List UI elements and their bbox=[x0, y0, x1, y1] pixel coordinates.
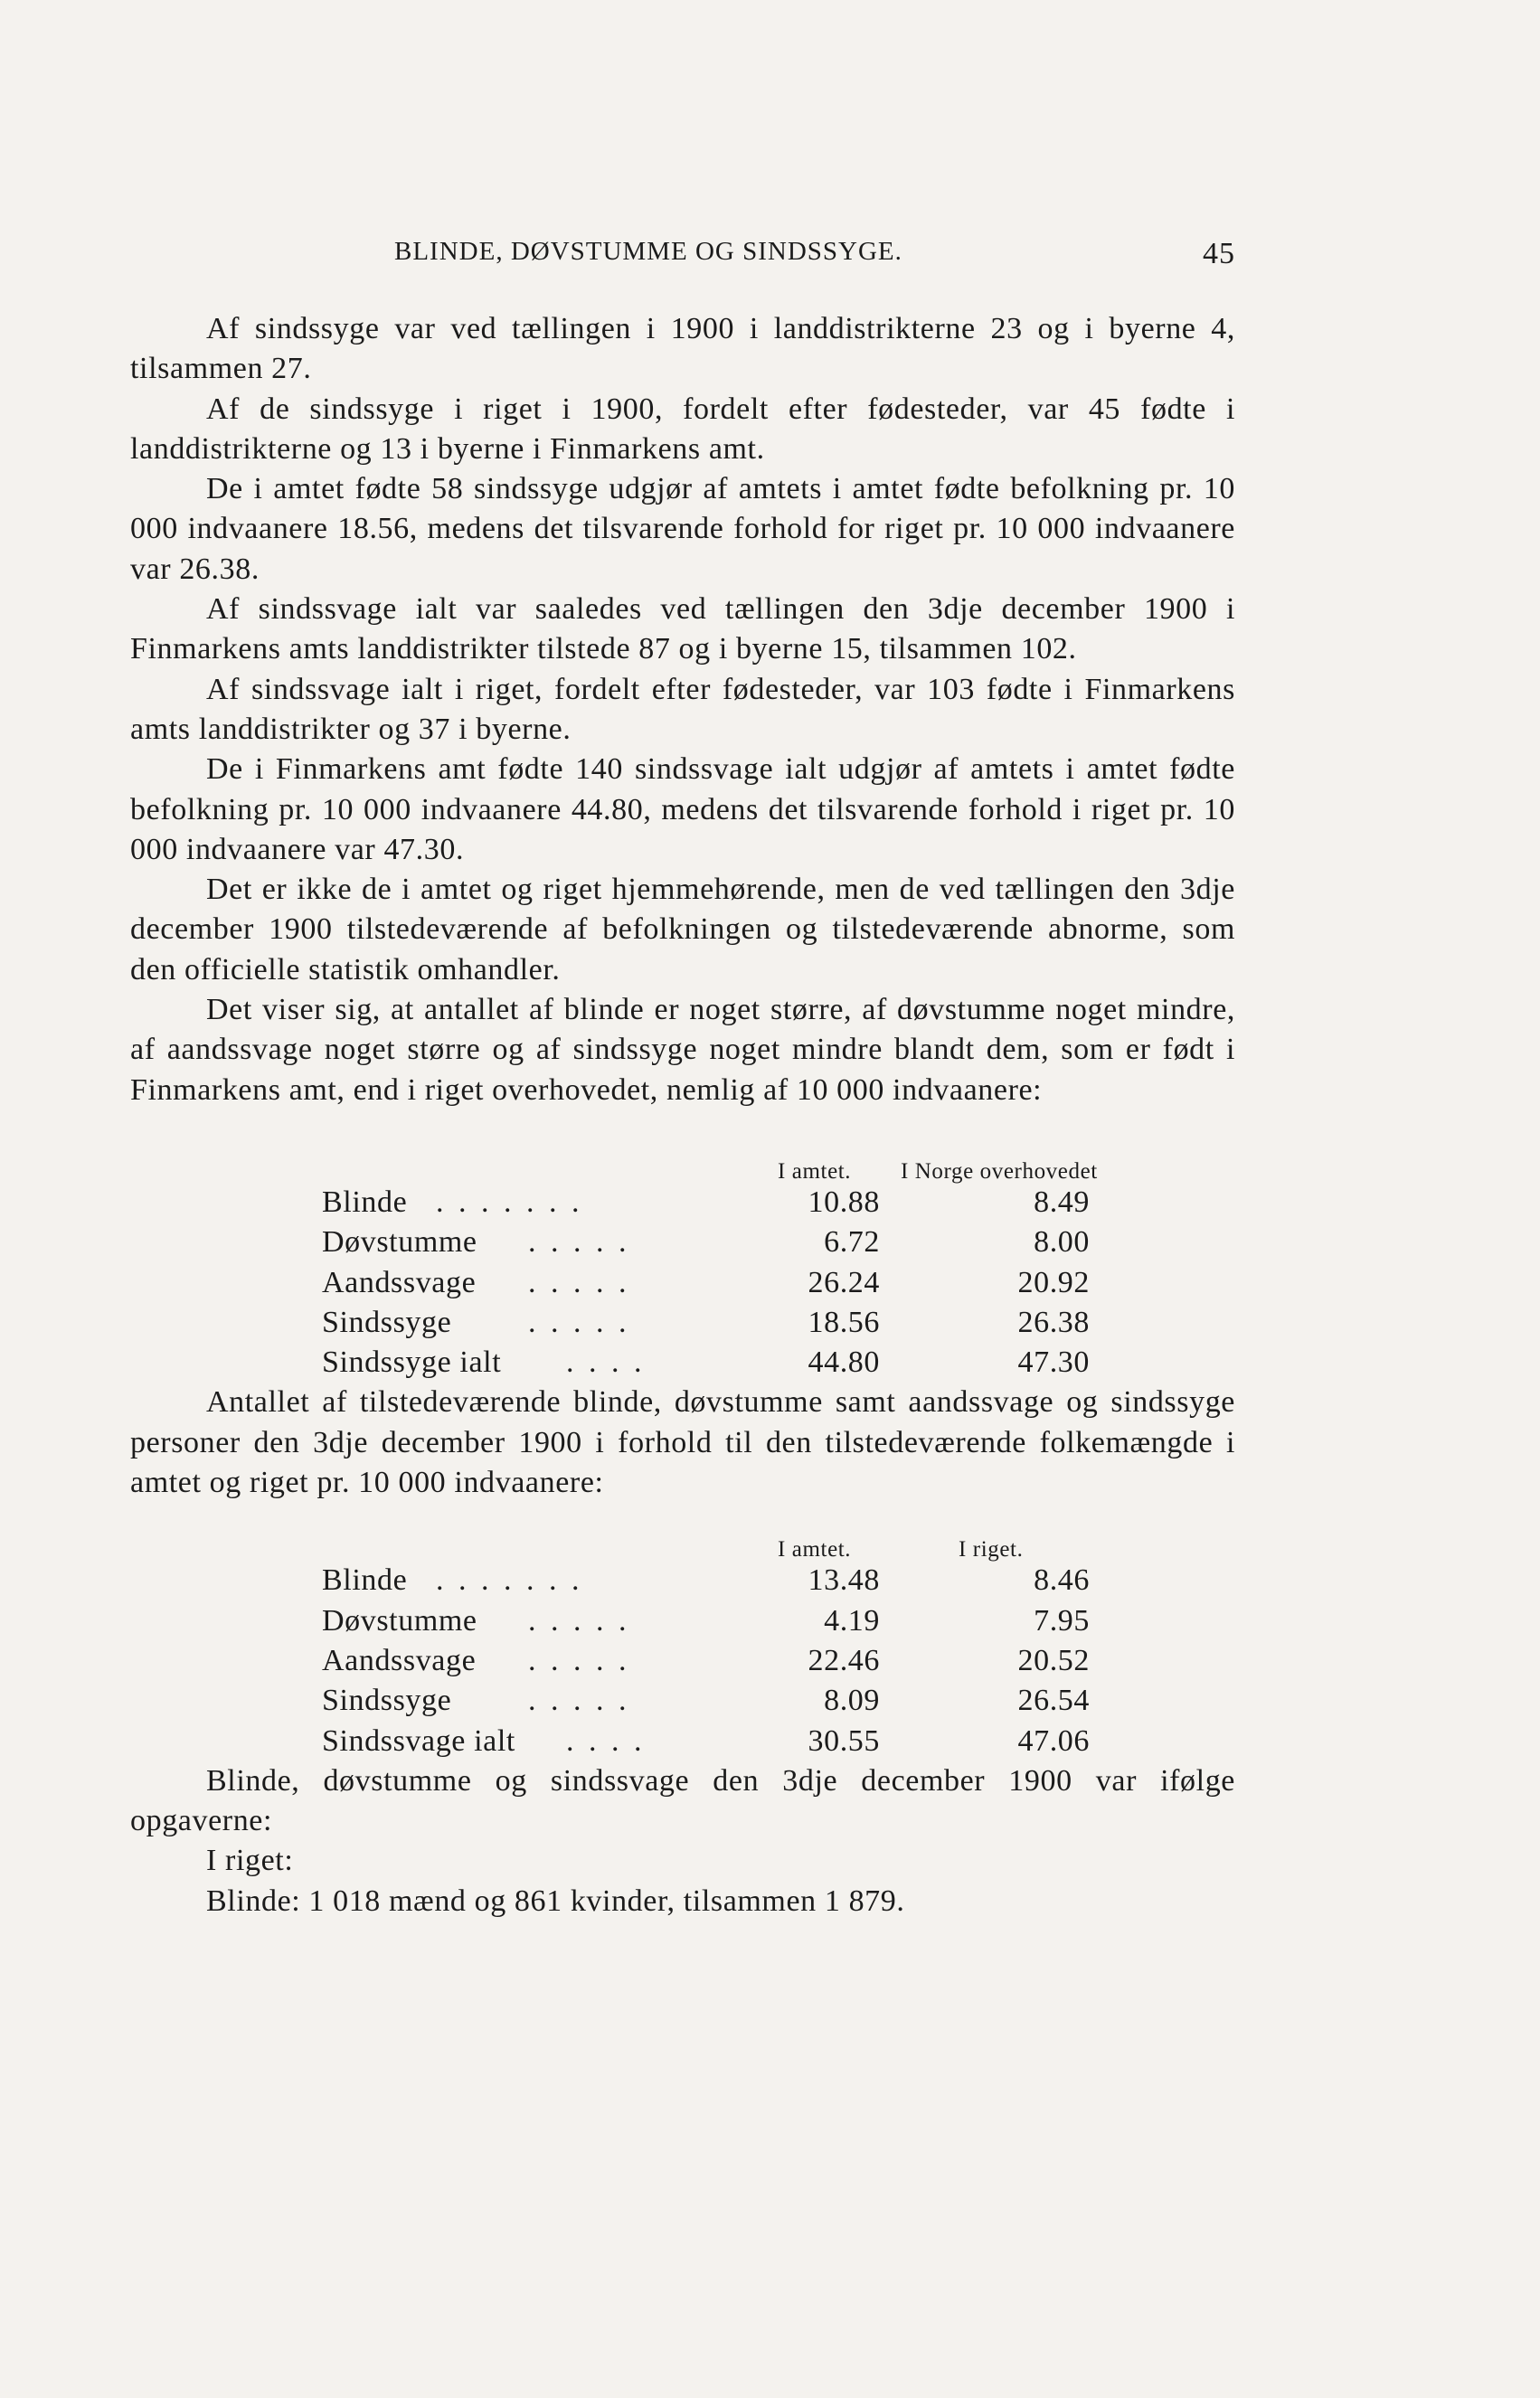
paragraph-5: Af sindssvage ialt i riget, fordelt efter fødesteder, var 103 fødte i Finmarkens amts landdistrikter og 37 i byerne. bbox=[130, 672, 1235, 746]
value-amtet: 13.48 bbox=[808, 1563, 880, 1598]
leader-dots: . . . . . bbox=[528, 1225, 630, 1260]
table-row bbox=[130, 1601, 1235, 1641]
row-label: Sindssyge ialt bbox=[322, 1345, 502, 1380]
value-amtet: 6.72 bbox=[824, 1225, 880, 1260]
table-row bbox=[130, 1183, 1235, 1223]
closing-line: Blinde: 1 018 mænd og 861 kvinder, tilsammen 1 879. bbox=[206, 1883, 905, 1918]
value-riget: 8.46 bbox=[1034, 1563, 1090, 1598]
value-norge: 47.30 bbox=[1017, 1345, 1090, 1380]
table-header bbox=[130, 1530, 1235, 1561]
leader-dots: . . . . . bbox=[528, 1603, 630, 1638]
page-number: 45 bbox=[1203, 237, 1235, 270]
value-amtet: 26.24 bbox=[808, 1265, 880, 1299]
table-row bbox=[130, 1223, 1235, 1262]
leader-dots: . . . . . . . bbox=[436, 1563, 583, 1598]
paragraph-1: Af sindssyge var ved tællingen i 1900 i landdistrikterne 23 og i byerne 4, tilsammen 27. bbox=[130, 312, 1235, 386]
table-row bbox=[130, 1561, 1235, 1600]
table-row bbox=[130, 1641, 1235, 1681]
running-title: BLINDE, DØVSTUMME OG SINDSSYGE. bbox=[394, 237, 902, 266]
row-label: Aandssvage bbox=[322, 1265, 477, 1299]
paragraph-2: Af de sindssyge i riget i 1900, fordelt efter fødesteder, var 45 fødte i landdistrikterne og 13 i byerne i Finmarkens amt. bbox=[130, 392, 1235, 466]
row-label: Blinde bbox=[322, 1563, 408, 1598]
column-header-riget: I riget. bbox=[959, 1537, 1024, 1562]
value-riget: 20.52 bbox=[1017, 1643, 1090, 1677]
table-row bbox=[130, 1343, 1235, 1383]
paragraph-8: Det viser sig, at antallet af blinde er noget større, af døvstumme noget mindre, af aandssvage noget større og af sindssyge noget mindre blandt dem, som er født i Finmarkens amt, end i riget overhovedet, nemlig af 10 000 indvaanere: bbox=[130, 993, 1235, 1107]
value-amtet: 30.55 bbox=[808, 1723, 880, 1758]
leader-dots: . . . . bbox=[566, 1345, 646, 1380]
page-body bbox=[130, 309, 1235, 1921]
value-amtet: 18.56 bbox=[808, 1305, 880, 1339]
paragraph-7: Det er ikke de i amtet og riget hjemmehørende, men de ved tællingen den 3dje december 1900 tilstedeværende af befolkningen og tilstedeværende abnorme, som den officielle statistik omhandler. bbox=[130, 873, 1235, 987]
leader-dots: . . . . . . . bbox=[436, 1185, 583, 1219]
paragraph-mid: Antallet af tilstedeværende blinde, døvstumme samt aandssvage og sindssyge personer den 3dje december 1900 i forhold til den tilstedeværende folkemængde i amtet og riget pr. 10 000 indvaanere: bbox=[130, 1385, 1235, 1500]
rate-table-present bbox=[130, 1530, 1235, 1761]
row-label: Blinde bbox=[322, 1185, 408, 1219]
value-amtet: 4.19 bbox=[824, 1603, 880, 1638]
leader-dots: . . . . . bbox=[528, 1643, 630, 1677]
paragraph-3: De i amtet fødte 58 sindssyge udgjør af amtets i amtet fødte befolkning pr. 10 000 indvaanere 18.56, medens det tilsvarende forhold for riget pr. 10 000 indvaanere var 26.38. bbox=[130, 472, 1235, 586]
leader-dots: . . . . bbox=[566, 1723, 646, 1758]
value-riget: 26.54 bbox=[1017, 1684, 1090, 1718]
table-header bbox=[130, 1152, 1235, 1183]
table-row bbox=[130, 1263, 1235, 1303]
value-amtet: 22.46 bbox=[808, 1643, 880, 1677]
value-amtet: 10.88 bbox=[808, 1185, 880, 1219]
value-norge: 20.92 bbox=[1017, 1265, 1090, 1299]
leader-dots: . . . . . bbox=[528, 1684, 630, 1718]
closing-subheading: I riget: bbox=[206, 1844, 294, 1878]
value-riget: 47.06 bbox=[1017, 1723, 1090, 1758]
closing-paragraph: Blinde, døvstumme og sindssvage den 3dje december 1900 var ifølge opgaverne: bbox=[130, 1763, 1235, 1838]
row-label: Aandssvage bbox=[322, 1643, 477, 1677]
value-amtet: 8.09 bbox=[824, 1684, 880, 1718]
row-label: Sindssyge bbox=[322, 1684, 452, 1718]
value-norge: 8.00 bbox=[1034, 1225, 1090, 1260]
column-header-norge: I Norge overhovedet bbox=[901, 1158, 1098, 1184]
row-label: Sindssyge bbox=[322, 1305, 452, 1339]
paragraph-6: De i Finmarkens amt fødte 140 sindssvage ialt udgjør af amtets i amtet fødte befolkning pr. 10 000 indvaanere 44.80, medens det tilsvarende forhold i riget pr. 10 000 indvaanere var 47.30. bbox=[130, 752, 1235, 866]
table-row bbox=[130, 1722, 1235, 1761]
table-row bbox=[130, 1681, 1235, 1721]
table-row bbox=[130, 1303, 1235, 1343]
row-label: Døvstumme bbox=[322, 1603, 477, 1638]
row-label: Døvstumme bbox=[322, 1225, 477, 1260]
paragraph-4: Af sindssvage ialt var saaledes ved tællingen den 3dje december 1900 i Finmarkens amts landdistrikter tilstede 87 og i byerne 15, tilsammen 102. bbox=[130, 592, 1235, 666]
leader-dots: . . . . . bbox=[528, 1305, 630, 1339]
column-header-amtet: I amtet. bbox=[778, 1158, 852, 1184]
value-norge: 26.38 bbox=[1017, 1305, 1090, 1339]
rate-table-birthplace bbox=[130, 1152, 1235, 1383]
value-riget: 7.95 bbox=[1034, 1603, 1090, 1638]
column-header-amtet: I amtet. bbox=[778, 1537, 852, 1562]
row-label: Sindssvage ialt bbox=[322, 1723, 515, 1758]
value-amtet: 44.80 bbox=[808, 1345, 880, 1380]
value-norge: 8.49 bbox=[1034, 1185, 1090, 1219]
leader-dots: . . . . . bbox=[528, 1265, 630, 1299]
